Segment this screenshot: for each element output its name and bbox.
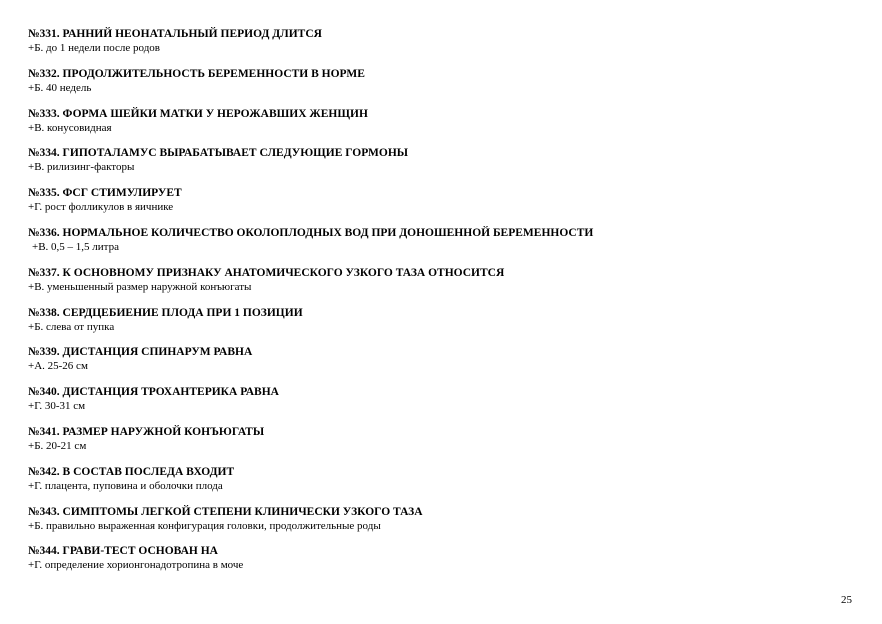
answer-text: +Б. до 1 недели после родов	[28, 42, 160, 54]
answer-text: +Б. 20-21 см	[28, 439, 87, 452]
question-item-339	[28, 345, 848, 385]
answer-text: +Г. рост фолликулов в яичнике	[28, 201, 174, 214]
question-item-336	[28, 226, 848, 266]
answer-text: +Б. правильно выраженная конфигурация головки, продолжительные роды	[28, 519, 381, 532]
question-text: №342. В СОСТАВ ПОСЛЕДА ВХОДИТ	[28, 465, 235, 478]
answer-text: +В. уменьшенный размер наружной конъюгаты	[28, 280, 252, 293]
question-item-333	[28, 107, 848, 147]
answer-text: +В. конусовидная	[28, 121, 112, 134]
answer-text: +Б. 40 недель	[28, 81, 92, 94]
answer-text: +Г. плацента, пуповина и оболочки плода	[28, 479, 223, 492]
answer-text: +Б. слева от пупка	[28, 320, 115, 333]
answer-text: +В. рилизинг-факторы	[28, 161, 135, 174]
question-text: №336. НОРМАЛЬНОЕ КОЛИЧЕСТВО ОКОЛОПЛОДНЫХ ВОД ПРИ ДОНОШЕННОЙ БЕРЕМЕННОСТИ	[28, 226, 594, 239]
question-item-331	[28, 27, 848, 67]
question-text: №340. ДИСТАНЦИЯ ТРОХАНТЕРИКА РАВНА	[28, 386, 279, 399]
answer-text: +Г. 30-31 см	[28, 400, 86, 413]
question-item-335	[28, 186, 848, 226]
question-text: №331. РАННИЙ НЕОНАТАЛЬНЫЙ ПЕРИОД ДЛИТСЯ	[28, 28, 322, 40]
question-item-343	[28, 505, 848, 545]
question-item-337	[28, 266, 848, 306]
question-item-340	[28, 385, 848, 425]
answer-text: +А. 25-26 см	[28, 360, 88, 373]
question-item-342	[28, 465, 848, 505]
answer-text: +В. 0,5 – 1,5 литра	[32, 240, 119, 253]
question-text: №334. ГИПОТАЛАМУС ВЫРАБАТЫВАЕТ СЛЕДУЮЩИЕ ГОРМОНЫ	[28, 147, 409, 160]
question-text: №344. ГРАВИ-ТЕСТ ОСНОВАН НА	[28, 545, 218, 558]
question-text: №335. ФСГ СТИМУЛИРУЕТ	[28, 187, 182, 200]
question-text: №341. РАЗМЕР НАРУЖНОЙ КОНЪЮГАТЫ	[28, 425, 265, 438]
question-item-344	[28, 544, 848, 584]
question-item-332	[28, 67, 848, 107]
page-number: 25	[841, 594, 852, 606]
question-text: №332. ПРОДОЛЖИТЕЛЬНОСТЬ БЕРЕМЕННОСТИ В НОРМЕ	[28, 67, 365, 80]
question-text: №343. СИМПТОМЫ ЛЕГКОЙ СТЕПЕНИ КЛИНИЧЕСКИ УЗКОГО ТАЗА	[28, 505, 423, 518]
question-text: №337. К ОСНОВНОМУ ПРИЗНАКУ АНАТОМИЧЕСКОГО УЗКОГО ТАЗА ОТНОСИТСЯ	[28, 266, 505, 279]
question-list	[28, 27, 848, 584]
question-item-334	[28, 146, 848, 186]
answer-text: +Г. определение хорионгонадотропина в моче	[28, 559, 244, 572]
question-text: №339. ДИСТАНЦИЯ СПИНАРУМ РАВНА	[28, 346, 253, 359]
question-text: №338. СЕРДЦЕБИЕНИЕ ПЛОДА ПРИ 1 ПОЗИЦИИ	[28, 306, 303, 319]
question-text: №333. ФОРМА ШЕЙКИ МАТКИ У НЕРОЖАВШИХ ЖЕНЩИН	[28, 107, 368, 120]
question-item-338	[28, 306, 848, 346]
question-item-341	[28, 425, 848, 465]
